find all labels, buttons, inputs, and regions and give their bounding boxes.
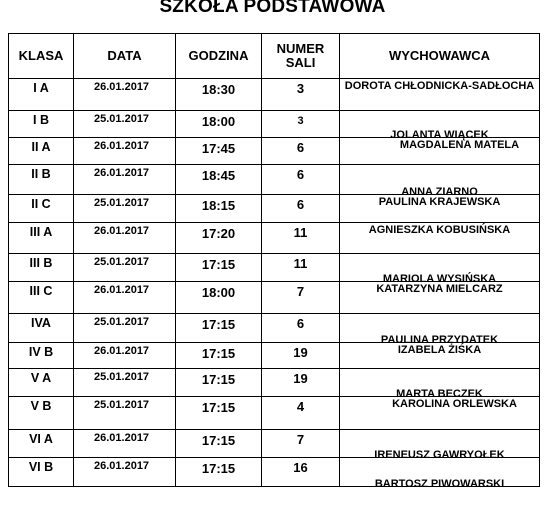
cell-data: 26.01.2017 — [74, 430, 176, 458]
cell-godzina: 18:00 — [176, 282, 262, 314]
cell-godzina: 17:15 — [176, 430, 262, 458]
header-sala: NUMER SALI — [262, 34, 340, 79]
cell-klasa: V B — [9, 397, 74, 430]
cell-data: 25.01.2017 — [74, 254, 176, 282]
cell-sala: 7 — [262, 282, 340, 314]
header-data: DATA — [74, 34, 176, 79]
header-klasa: KLASA — [9, 34, 74, 79]
cell-sala: 6 — [262, 138, 340, 165]
cell-wychowawca: AGNIESZKA KOBUSIŃSKA — [340, 223, 540, 254]
table-row — [9, 223, 540, 254]
cell-sala: 7 — [262, 430, 340, 458]
cell-wychowawca — [340, 314, 540, 346]
cell-godzina: 17:20 — [176, 223, 262, 254]
table-row — [9, 397, 540, 430]
cell-sala: 19 — [262, 369, 340, 397]
cell-klasa: II C — [9, 195, 74, 223]
cell-wychowawca: KAROLINA ORLEWSKA — [340, 397, 540, 430]
table-row — [9, 195, 540, 223]
cell-sala: 6 — [262, 195, 340, 223]
table-row — [9, 138, 540, 165]
cell-klasa: VI B — [9, 458, 74, 487]
cell-data: 25.01.2017 — [74, 397, 176, 430]
cell-godzina: 17:15 — [176, 343, 262, 369]
cell-data: 25.01.2017 — [74, 111, 176, 138]
teacher-name: IRENEUSZ GAWRYOŁEK — [374, 449, 505, 461]
cell-sala: 11 — [262, 223, 340, 254]
cell-klasa: IV B — [9, 343, 74, 369]
teacher-name: JOLANTA WIĄCEK — [390, 129, 489, 141]
cell-klasa: IVA — [9, 314, 74, 343]
cell-godzina: 17:15 — [176, 369, 262, 397]
cell-godzina: 17:15 — [176, 314, 262, 343]
schedule-table — [8, 33, 540, 490]
cell-sala: 6 — [262, 314, 340, 343]
cell-data: 26.01.2017 — [74, 79, 176, 111]
header-row — [9, 34, 540, 79]
cell-data: 25.01.2017 — [74, 314, 176, 343]
cell-godzina: 17:15 — [176, 458, 262, 487]
table-row — [9, 165, 540, 195]
header-godzina: GODZINA — [176, 34, 262, 79]
cell-klasa: II A — [9, 138, 74, 165]
table-row — [9, 282, 540, 314]
cell-data: 26.01.2017 — [74, 343, 176, 369]
cell-wychowawca: IZABELA ŻIŚKA — [340, 343, 540, 369]
cell-klasa: I B — [9, 111, 74, 138]
cell-wychowawca — [340, 254, 540, 285]
cell-wychowawca: MAGDALENA MATELA — [340, 138, 540, 165]
cell-data: 26.01.2017 — [74, 282, 176, 314]
teacher-name: MARTA BECZEK — [396, 388, 483, 400]
cell-sala: 16 — [262, 458, 340, 487]
cell-klasa: III C — [9, 282, 74, 314]
cell-godzina: 18:15 — [176, 195, 262, 223]
cell-data: 26.01.2017 — [74, 138, 176, 165]
cell-sala: 11 — [262, 254, 340, 282]
cell-data: 25.01.2017 — [74, 369, 176, 397]
cell-wychowawca: KATARZYNA MIELCARZ — [340, 282, 540, 314]
cell-klasa: VI A — [9, 430, 74, 458]
table-row — [9, 111, 540, 138]
cell-data: 26.01.2017 — [74, 458, 176, 487]
cell-wychowawca — [340, 430, 540, 461]
cell-klasa: V A — [9, 369, 74, 397]
cell-sala: 4 — [262, 397, 340, 430]
cell-wychowawca: PAULINA KRAJEWSKA — [340, 195, 540, 223]
cell-data: 26.01.2017 — [74, 223, 176, 254]
cell-klasa: III B — [9, 254, 74, 282]
cell-data: 26.01.2017 — [74, 165, 176, 195]
table-row — [9, 430, 540, 458]
cell-data: 25.01.2017 — [74, 195, 176, 223]
table-row — [9, 458, 540, 487]
teacher-name: MARIOLA WYSIŃSKA — [382, 273, 497, 285]
page-title: SZKOŁA PODSTAWOWA — [159, 0, 386, 17]
cell-klasa: I A — [9, 79, 74, 111]
cell-wychowawca — [340, 458, 540, 490]
header-wychowawca: WYCHOWAWCA — [340, 34, 540, 79]
cell-sala: 3 — [262, 111, 340, 138]
teacher-name: PAULINA PRZYDATEK — [380, 334, 499, 346]
table-row — [9, 314, 540, 343]
table-row — [9, 343, 540, 369]
cell-godzina: 17:15 — [176, 397, 262, 430]
cell-godzina: 18:30 — [176, 79, 262, 111]
cell-sala: 3 — [262, 79, 340, 111]
cell-sala: 6 — [262, 165, 340, 195]
cell-wychowawca — [340, 165, 540, 198]
teacher-name: ANNA ZIARNO — [401, 186, 478, 198]
table-row — [9, 254, 540, 282]
teacher-name: BARTOSZ PIWOWARSKI — [374, 478, 505, 490]
cell-klasa: II B — [9, 165, 74, 195]
cell-wychowawca — [340, 111, 540, 141]
cell-godzina: 17:15 — [176, 254, 262, 282]
cell-klasa: III A — [9, 223, 74, 254]
table-row — [9, 369, 540, 397]
cell-wychowawca: DOROTA CHŁODNICKA-SADŁOCHA — [340, 79, 540, 111]
cell-wychowawca — [340, 369, 540, 400]
table-row — [9, 79, 540, 111]
cell-godzina: 17:45 — [176, 138, 262, 165]
cell-godzina: 18:45 — [176, 165, 262, 195]
cell-sala: 19 — [262, 343, 340, 369]
cell-godzina: 18:00 — [176, 111, 262, 138]
